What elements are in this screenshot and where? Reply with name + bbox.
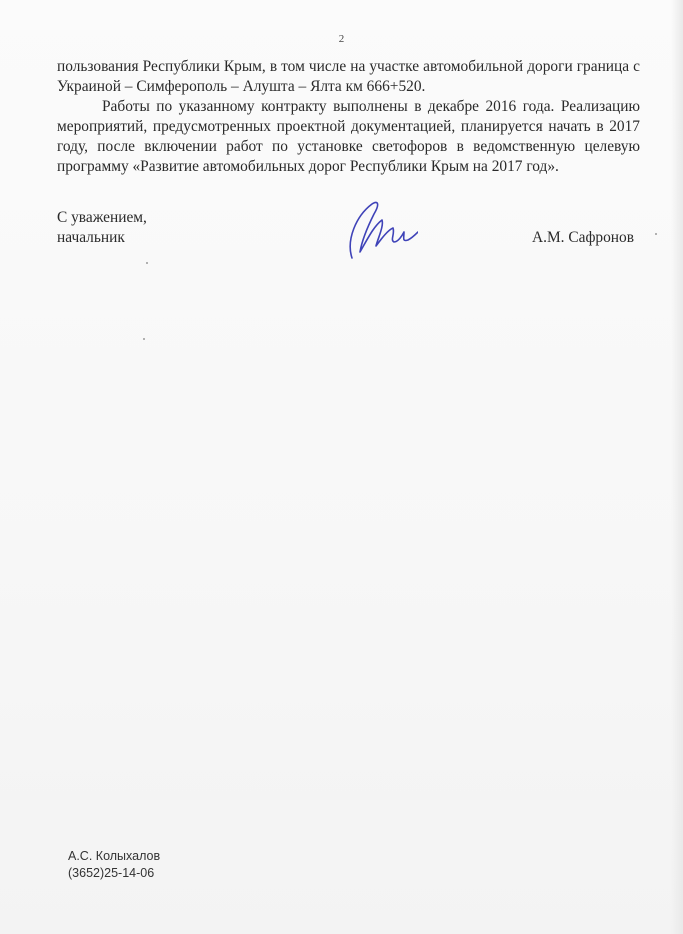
scan-speck — [146, 262, 148, 264]
closing-block — [57, 208, 147, 248]
signatory-name: А.М. Сафронов — [532, 229, 635, 246]
scan-speck — [143, 338, 145, 340]
body-paragraph-2: Работы по указанному контракту выполнены в декабре 2016 года. Реализацию мероприятий, предусмотренных проектной документацией, планируется начать в 2017 году, после включении работ по установке светофоров в ведомственную целевую программу «Развитие автомобильных дорог Республики Крым на 2017 год». — [57, 98, 640, 175]
page-number: 2 — [338, 33, 345, 45]
closing-greeting: С уважением, — [57, 209, 147, 226]
page-edge-shadow — [671, 0, 683, 934]
body-paragraph-1: пользования Республики Крым, в том числе на участке автомобильной дороги граница с Украиной – Симферополь – Алушта – Ялта км 666+520. — [57, 58, 640, 95]
letter-body — [57, 57, 640, 177]
scan-speck — [655, 233, 657, 235]
signatory-position: начальник — [57, 229, 125, 246]
handwritten-signature — [338, 196, 418, 266]
executor-phone: (3652)25-14-06 — [68, 866, 155, 880]
executor-contact — [68, 848, 160, 882]
executor-name: А.С. Колыхалов — [68, 849, 161, 863]
